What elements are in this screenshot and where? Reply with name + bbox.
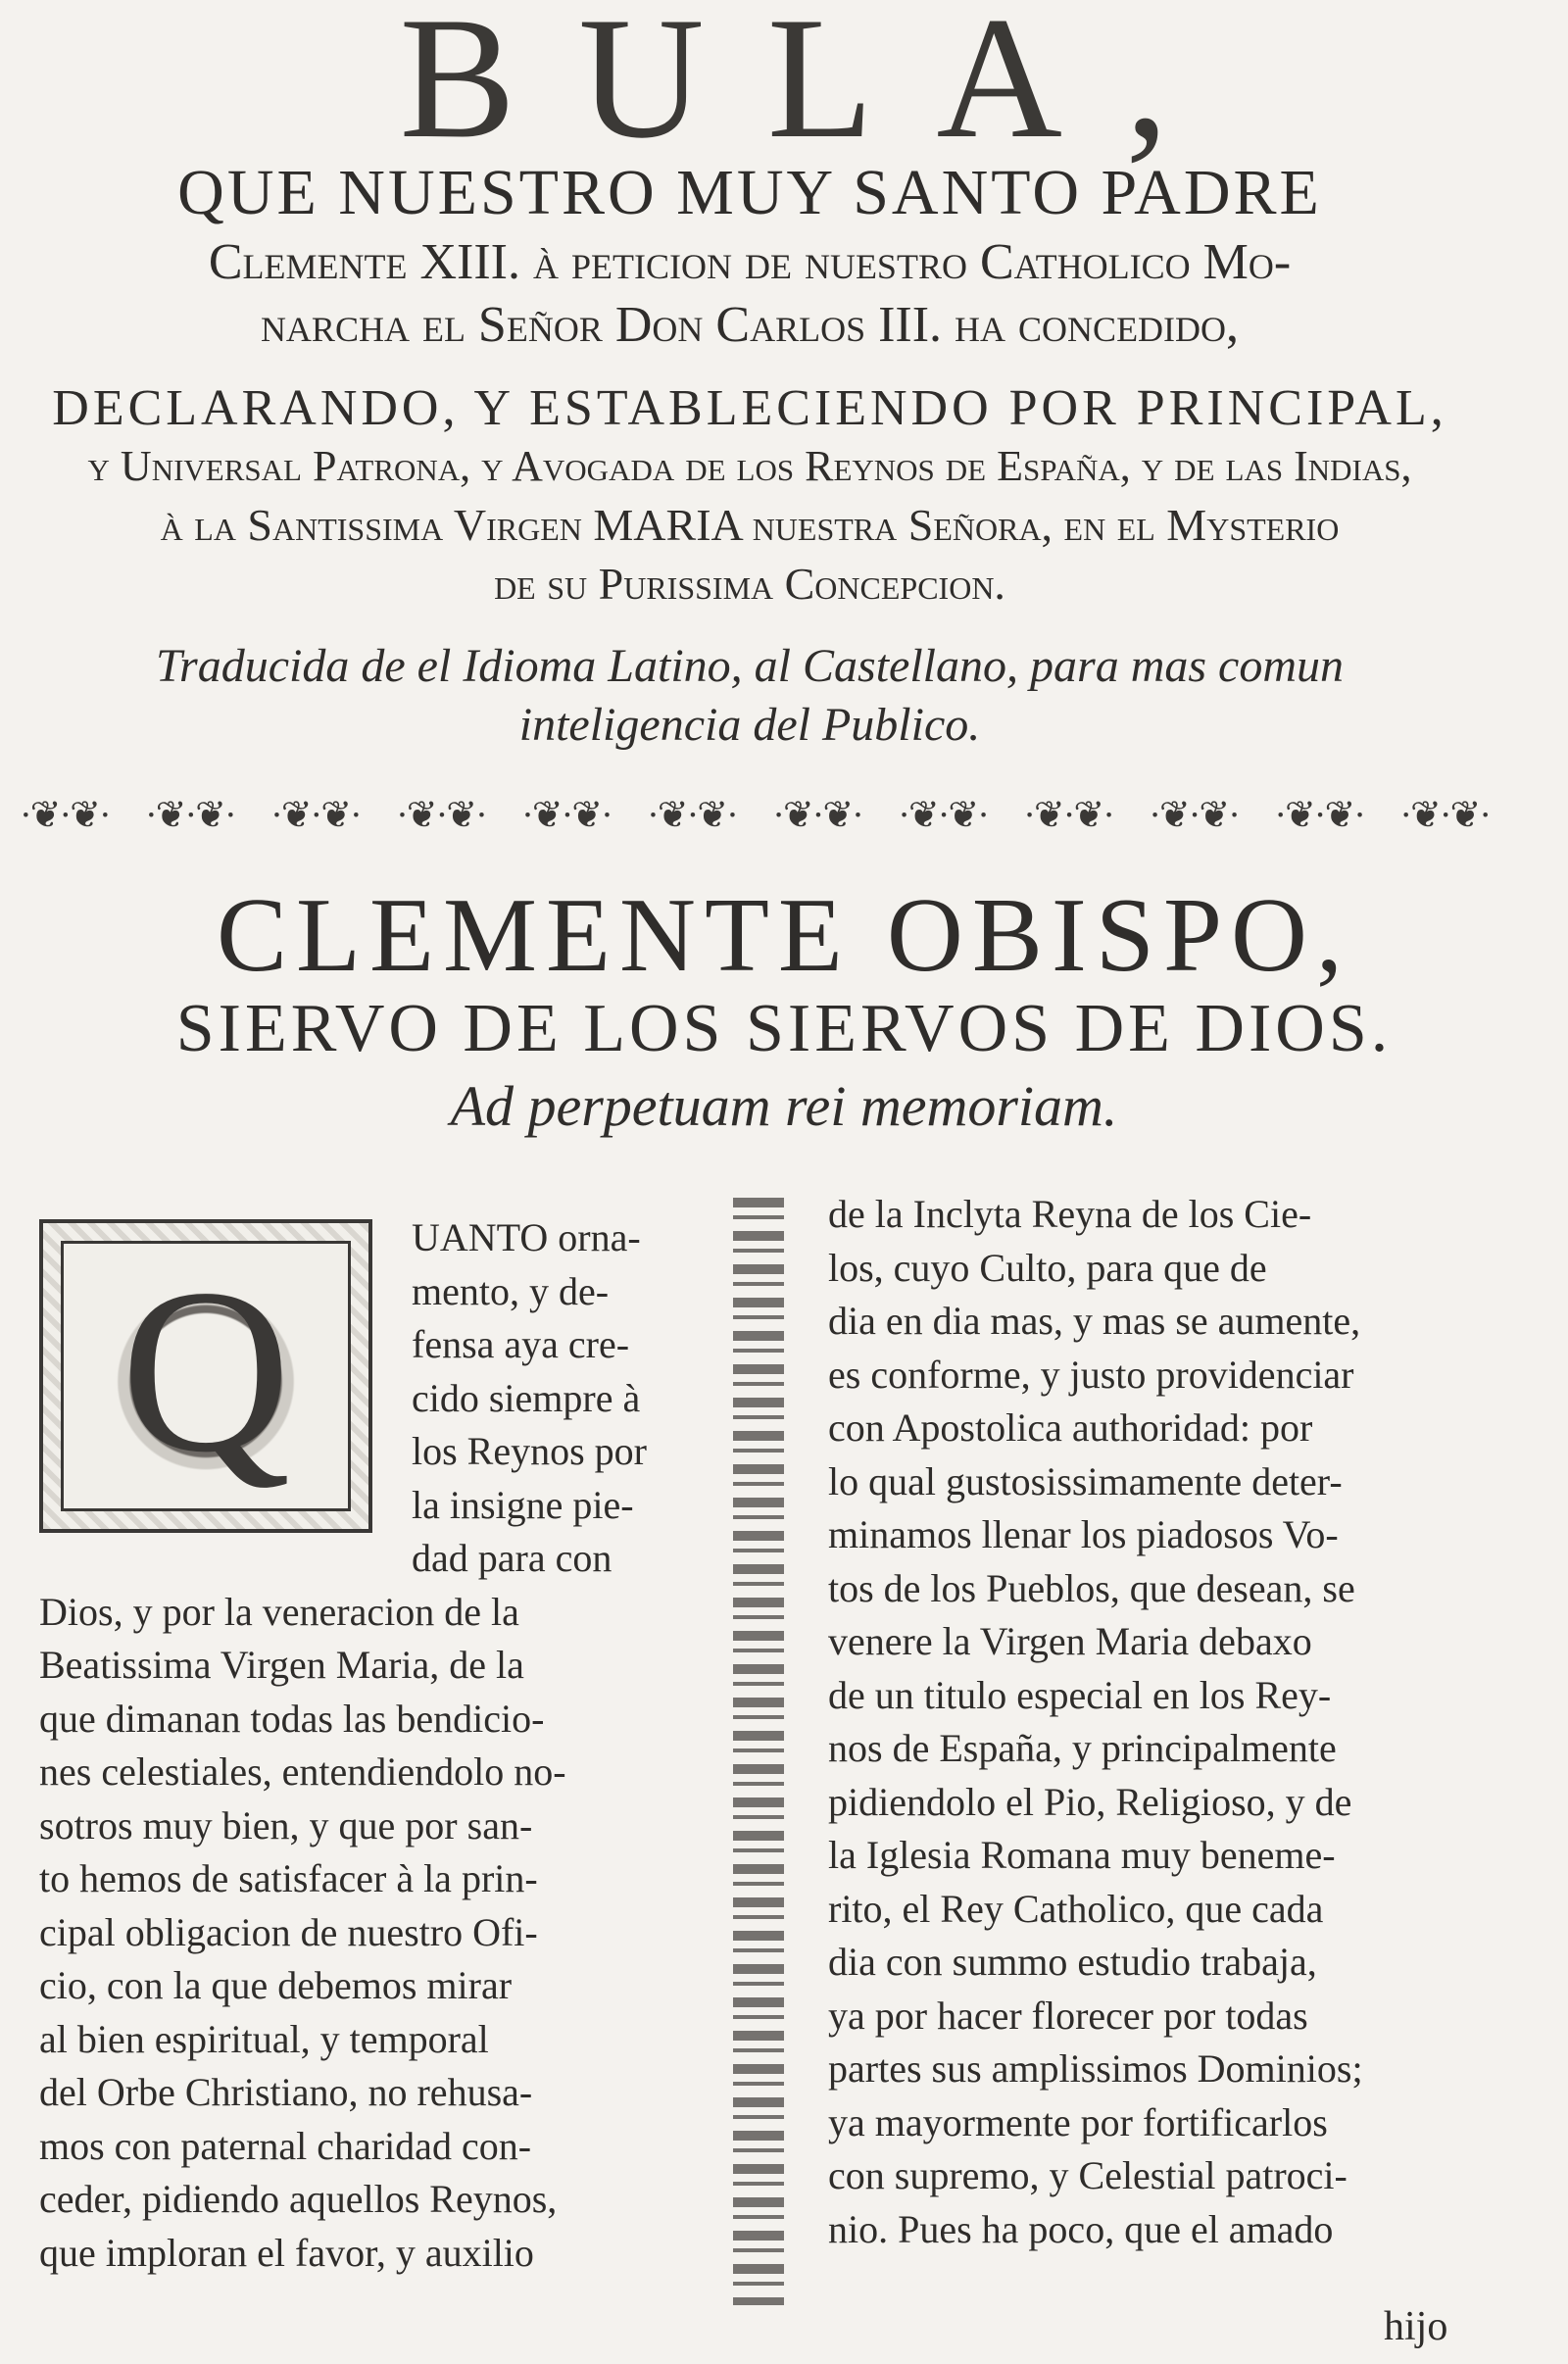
ornament-glyph: ·❦·❦· [396,794,486,836]
pope-heading: CLEMENTE OBISPO, [216,877,1352,994]
header-line-5: y Universal Patrona, y Avogada de los Reynos de España, y de las Indias, [87,442,1412,490]
left-line: Beatissima Virgen Maria, de la [39,1643,524,1687]
left-line: que dimanan todas las bendicio- [39,1696,545,1741]
left-line: nes celestiales, entendiendolo no- [39,1749,566,1794]
header-line-7: de su Purissima Concepcion. [494,559,1005,609]
left-line: Dios, y por la veneracion de la [39,1589,519,1634]
left-line: sotros muy bien, y que por san- [39,1802,533,1847]
header-line-1: QUE NUESTRO MUY SANTO PADRE [177,157,1322,228]
right-line: pidiendolo el Pio, Religioso, y de [828,1779,1352,1824]
ornament-glyph: ·❦·❦· [898,794,988,836]
right-line: ya mayormente por fortificarlos [828,2099,1328,2144]
ornament-band [20,792,1490,837]
right-column [828,1188,1504,2256]
left-column [39,1211,725,2280]
right-line: los, cuyo Culto, para que de [828,1245,1267,1290]
column-divider-ornament [733,1198,784,2305]
left-line: que imploran el favor, y auxilio [39,2230,534,2275]
header-line-3: narcha el Señor Don Carlos III. ha concedido, [260,297,1240,353]
left-line: al bien espiritual, y temporal [39,2016,489,2061]
left-line: fensa aya cre- [412,1322,630,1366]
ornament-glyph: ·❦·❦· [1023,794,1113,836]
right-line: dia en dia mas, y mas se aumente, [828,1299,1361,1343]
right-line: de un titulo especial en los Rey- [828,1672,1332,1717]
left-line: to hemos de satisfacer à la prin- [39,1856,538,1900]
left-line: cido siempre à [412,1375,641,1420]
left-line: del Orbe Christiano, no rehusa- [39,2070,533,2114]
document-title: BULA, [399,0,1232,174]
right-line: con supremo, y Celestial patroci- [828,2153,1348,2197]
decorated-initial-letter: Q [121,1240,291,1501]
ornament-glyph: ·❦·❦· [647,794,737,836]
header-line-6: à la Santissima Virgen MARIA nuestra Señora, en el Mysterio [160,500,1340,550]
left-line: cio, con la que debemos mirar [39,1963,513,2007]
right-line: la Iglesia Romana muy beneme- [828,1833,1336,1877]
header-line-4: DECLARANDO, Y ESTABLECIENDO POR PRINCIPAL, [52,380,1447,436]
latin-formula: Ad perpetuam rei memoriam. [450,1074,1118,1138]
right-line: nio. Pues ha poco, que el amado [828,2206,1334,2251]
right-line: lo qual gustosissimamente deter- [828,1458,1343,1503]
ornament-glyph: ·❦·❦· [521,794,612,836]
left-line: la insigne pie- [412,1482,634,1527]
left-line: mento, y de- [412,1268,610,1313]
pope-subheading: SIERVO DE LOS SIERVOS DE DIOS. [175,991,1393,1066]
left-line: dad para con [412,1536,612,1580]
left-line: los Reynos por [412,1429,647,1473]
ornament-glyph: ·❦·❦· [270,794,361,836]
left-line: ceder, pidiendo aquellos Reynos, [39,2177,558,2221]
ornament-glyph: ·❦·❦· [1274,794,1364,836]
right-line: con Apostolica authoridad: por [828,1405,1313,1450]
translation-note-2: inteligencia del Publico. [518,699,981,751]
translation-note-1: Traducida de el Idioma Latino, al Castellano, para mas comun [156,640,1344,692]
catchword: hijo [1384,2304,1448,2349]
left-line: mos con paternal charidad con- [39,2123,532,2168]
header-line-2: Clemente XIII. à peticion de nuestro Catholico Mo- [208,234,1292,290]
right-line: de la Inclyta Reyna de los Cie- [828,1192,1312,1236]
right-line: es conforme, y justo providenciar [828,1352,1354,1397]
left-line: UANTO orna- [412,1215,641,1259]
left-line: cipal obligacion de nuestro Ofi- [39,1909,538,1954]
right-line: nos de España, y principalmente [828,1726,1337,1770]
ornament-glyph: ·❦·❦· [1399,794,1490,836]
ornament-glyph: ·❦·❦· [145,794,235,836]
right-line: minamos llenar los piadosos Vo- [828,1512,1339,1556]
right-line: ya por hacer florecer por todas [828,1993,1308,2038]
ornament-glyph: ·❦·❦· [772,794,862,836]
right-line: venere la Virgen Maria debaxo [828,1619,1312,1663]
right-line: partes sus amplissimos Dominios; [828,2046,1363,2091]
right-line: rito, el Rey Catholico, que cada [828,1886,1324,1931]
ornament-glyph: ·❦·❦· [20,794,110,836]
right-line: dia con summo estudio trabaja, [828,1940,1317,1984]
right-line: tos de los Pueblos, que desean, se [828,1565,1355,1610]
ornament-glyph: ·❦·❦· [1149,794,1239,836]
